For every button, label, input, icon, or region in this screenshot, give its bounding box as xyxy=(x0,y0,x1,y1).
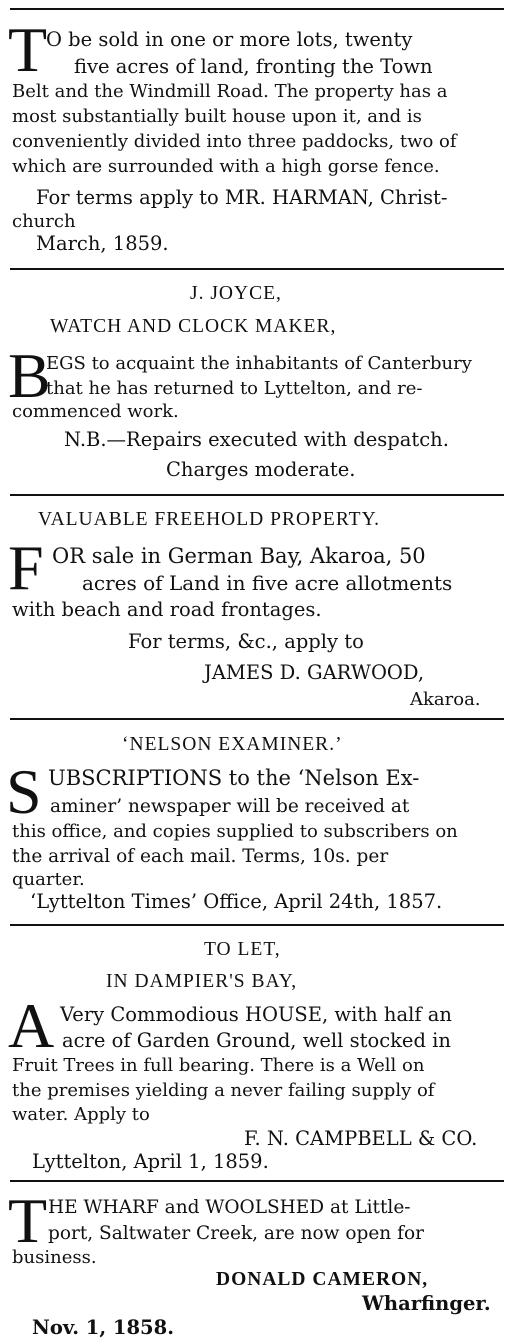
ad-text-line: port, Saltwater Creek, are now open for xyxy=(48,1223,424,1244)
dropcap-letter: T xyxy=(8,1185,48,1256)
ad-text-line: which are surrounded with a high gorse fence. xyxy=(12,156,440,177)
ad-signature: JAMES D. GARWOOD, xyxy=(204,661,425,684)
divider-rule xyxy=(10,494,504,496)
ad-text-line: business. xyxy=(12,1247,97,1268)
ad-text-line: N.B.—Repairs executed with despatch. xyxy=(64,428,449,451)
ad-date: March, 1859. xyxy=(36,232,169,255)
ad-text-line: acres of Land in five acre allotments xyxy=(82,571,453,595)
ad-text-line: acre of Garden Ground, well stocked in xyxy=(62,1029,451,1052)
ad-text-line: For terms, &c., apply to xyxy=(128,630,364,653)
ad-date: ‘Lyttelton Times’ Office, April 24th, 1857. xyxy=(30,890,443,913)
divider-rule xyxy=(10,1180,504,1182)
ad-heading: VALUABLE FREEHOLD PROPERTY. xyxy=(38,509,381,530)
ad-heading: ‘NELSON EXAMINER.’ xyxy=(122,734,343,755)
dropcap-letter: A xyxy=(8,990,55,1061)
ad-text-line: OR sale in German Bay, Akaroa, 50 xyxy=(52,544,426,568)
ad-signature-title: Wharfinger. xyxy=(362,1292,491,1315)
ad-text-line: most substantially built house upon it, and is xyxy=(12,106,422,127)
ad-text-line: water. Apply to xyxy=(12,1104,150,1125)
ad-date: Lyttelton, April 1, 1859. xyxy=(32,1150,269,1173)
ad-text-line: this office, and copies supplied to subscribers on xyxy=(12,821,458,842)
ad-text-line: For terms apply to MR. HARMAN, Christ- xyxy=(36,186,448,209)
ad-text-line: Fruit Trees in full bearing. There is a Well on xyxy=(12,1055,425,1076)
dropcap-letter: F xyxy=(8,532,44,603)
ad-text-line: church xyxy=(12,211,76,232)
ad-text-line: Belt and the Windmill Road. The property has a xyxy=(12,81,448,102)
ad-text-line: EGS to acquaint the inhabitants of Canterbury xyxy=(46,353,472,374)
ad-heading: J. JOYCE, xyxy=(190,283,282,304)
ad-signature: F. N. CAMPBELL & CO. xyxy=(244,1127,478,1150)
dropcap-letter: S xyxy=(6,756,42,827)
ad-text-line: Charges moderate. xyxy=(166,458,356,481)
dropcap-letter: T xyxy=(8,14,48,85)
ad-heading: WATCH AND CLOCK MAKER, xyxy=(50,316,337,337)
divider-rule xyxy=(10,718,504,720)
ad-text-line: UBSCRIPTIONS to the ‘Nelson Ex- xyxy=(48,766,420,790)
ad-text-line: Very Commodious HOUSE, with half an xyxy=(60,1003,452,1026)
ad-date: Nov. 1, 1858. xyxy=(32,1316,174,1339)
ad-text-line: five acres of land, fronting the Town xyxy=(74,55,433,78)
ad-text-line: HE WHARF and WOOLSHED at Little- xyxy=(48,1197,411,1218)
ad-heading: IN DAMPIER'S BAY, xyxy=(106,971,298,992)
ad-text-line: aminer’ newspaper will be received at xyxy=(50,796,410,817)
divider-rule xyxy=(10,268,504,270)
ad-text-line: the premises yielding a never failing supply of xyxy=(12,1080,435,1101)
ad-signature: DONALD CAMERON, xyxy=(216,1269,429,1290)
ad-text-line: with beach and road frontages. xyxy=(12,598,322,621)
ad-text-line: that he has returned to Lyttelton, and re- xyxy=(46,378,423,399)
dropcap-letter: B xyxy=(8,340,51,411)
ad-text-line: conveniently divided into three paddocks, two of xyxy=(12,131,457,152)
ad-text-line: commenced work. xyxy=(12,401,179,422)
ad-place: Akaroa. xyxy=(410,689,481,710)
ad-heading: TO LET, xyxy=(204,939,281,960)
divider-rule xyxy=(10,924,504,926)
top-rule xyxy=(10,8,504,10)
ad-text-line: the arrival of each mail. Terms, 10s. per xyxy=(12,846,389,867)
ad-text-line: quarter. xyxy=(12,869,85,890)
ad-text-line: O be sold in one or more lots, twenty xyxy=(46,28,413,51)
